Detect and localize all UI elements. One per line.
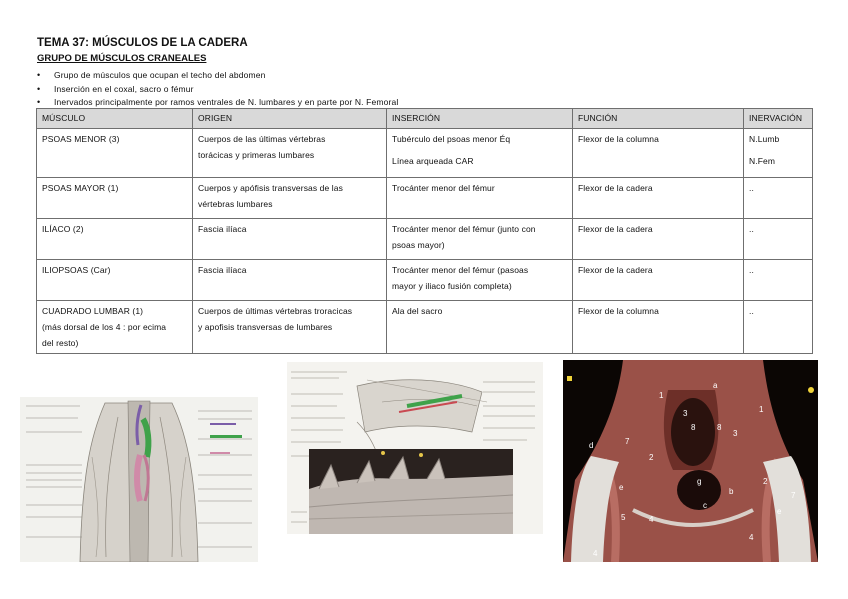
cell-inervacion: ..: [744, 260, 813, 301]
cell-insercion: Trocánter menor del fémur: [387, 178, 573, 219]
fig-label: 8: [691, 423, 696, 432]
table-header-row: [37, 109, 813, 129]
cell-insercion: Trocánter menor del fémur (pasoas mayor y iliaco fusión completa): [387, 260, 573, 301]
cell-musculo: ILIOPSOAS (Car): [37, 260, 193, 301]
anatomical-drawing-lateral: [287, 362, 543, 534]
cell-inervacion: N.Lumb N.Fem: [744, 129, 813, 178]
dissection-photo: [563, 360, 818, 562]
page-title: TEMA 37: MÚSCULOS DE LA CADERA: [37, 37, 248, 49]
table-row: [37, 178, 813, 219]
bullet-item: • Grupo de músculos que ocupan el techo del abdomen: [37, 69, 398, 83]
fig-label: 4: [593, 549, 598, 558]
fig-label: 4: [749, 533, 754, 542]
cell-musculo: CUADRADO LUMBAR (1) (más dorsal de los 4 : por ecima del resto): [37, 301, 193, 354]
bullet-item: • Inserción en el coxal, sacro o fémur: [37, 83, 398, 97]
cell-funcion: Flexor de la cadera: [573, 260, 744, 301]
fig-label: 5: [621, 513, 626, 522]
table-row: [37, 301, 813, 354]
fig-label: 1: [659, 391, 664, 400]
fig-label: a: [713, 381, 718, 390]
fig-label: e: [777, 507, 782, 516]
cell-inervacion: ..: [744, 178, 813, 219]
cell-insercion: Trocánter menor del fémur (junto con psoas mayor): [387, 219, 573, 260]
cell-origen: Fascia ilíaca: [193, 219, 387, 260]
cell-inervacion: ..: [744, 301, 813, 354]
fig-label: g: [697, 477, 702, 486]
cell-insercion: Tubérculo del psoas menor Éq Línea arqueada CAR: [387, 129, 573, 178]
fig-label: 7: [791, 491, 796, 500]
vertebrae-photo: [309, 449, 513, 534]
fig-label: 3: [683, 409, 688, 418]
vertebrae-illustration: [309, 449, 513, 534]
table-row: [37, 260, 813, 301]
cell-origen: Cuerpos de las últimas vértebras torácicas y primeras lumbares: [193, 129, 387, 178]
table-row: [37, 129, 813, 178]
fig-label: 2: [763, 477, 768, 486]
cell-origen: Fascia ilíaca: [193, 260, 387, 301]
cell-musculo: ILÍACO (2): [37, 219, 193, 260]
fig-label: b: [729, 487, 734, 496]
cell-musculo: PSOAS MAYOR (1): [37, 178, 193, 219]
cell-origen: Cuerpos y apófisis transversas de las vértebras lumbares: [193, 178, 387, 219]
col-header-inervacion: INERVACIÓN: [744, 109, 813, 129]
bullet-list: [37, 69, 398, 110]
fig-label: d: [589, 441, 594, 450]
fig-label: c: [703, 501, 707, 510]
cell-musculo: PSOAS MENOR (3): [37, 129, 193, 178]
fig-label: e: [619, 483, 624, 492]
section-subtitle: GRUPO DE MÚSCULOS CRANEALES: [37, 53, 207, 64]
muscles-table: [36, 108, 813, 354]
fig-label: 1: [759, 405, 764, 414]
cell-funcion: Flexor de la columna: [573, 301, 744, 354]
col-header-musculo: MÚSCULO: [37, 109, 193, 129]
cell-funcion: Flexor de la cadera: [573, 219, 744, 260]
cell-insercion: Ala del sacro: [387, 301, 573, 354]
table-row: [37, 219, 813, 260]
fig-label: 7: [625, 437, 630, 446]
fig-label: 8: [717, 423, 722, 432]
cell-inervacion: ..: [744, 219, 813, 260]
anatomy-illustration: [20, 397, 258, 562]
fig-label: 2: [649, 453, 654, 462]
fig-label: 4: [649, 515, 654, 524]
cell-origen: Cuerpos de últimas vértebras troracicas y apofisis transversas de lumbares: [193, 301, 387, 354]
dissection-illustration: [563, 360, 818, 562]
bullet-item: • Inervados principalmente por ramos ventrales de N. lumbares y en parte por N. Femoral: [37, 96, 398, 110]
fig-label: 3: [733, 429, 738, 438]
col-header-insercion: INSERCIÓN: [387, 109, 573, 129]
col-header-origen: ORIGEN: [193, 109, 387, 129]
cell-funcion: Flexor de la cadera: [573, 178, 744, 219]
anatomical-drawing-ventral: [20, 397, 258, 562]
cell-funcion: Flexor de la columna: [573, 129, 744, 178]
col-header-funcion: FUNCIÓN: [573, 109, 744, 129]
